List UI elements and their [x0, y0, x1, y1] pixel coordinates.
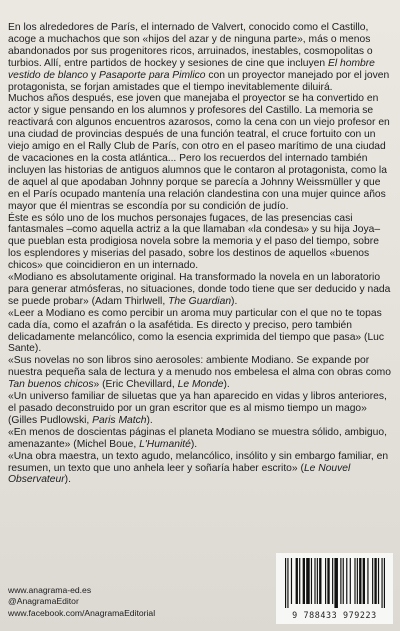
- barcode-bar: [363, 558, 365, 604]
- barcode-bar: [306, 558, 310, 604]
- text-segment: «Sus novelas no son libros sino aerosoles: ambiente Modiano. Se expande por nuestra pequeña sala de lectura y a menudo nos embelesa el alma con obras como: [8, 355, 391, 379]
- barcode-bar: [359, 558, 361, 604]
- blurb-paragraph: [8, 355, 394, 391]
- italic-title: Paris Match: [92, 414, 147, 426]
- publisher-facebook: www.facebook.com/AnagramaEditorial: [8, 607, 156, 618]
- italic-title: Tan buenos chicos: [8, 379, 94, 391]
- barcode-bar: [332, 558, 333, 604]
- text-segment: Éste es sólo uno de los muchos personajes fugaces, de las presencias casi fantasmales –como aquella actriz a la que llamaban «la condesa» y su hija Joya– que pueblan esta prodigiosa novela sobre la memoria y el paso del tiempo, sobre los esplendores y miserias del pasado, sobre los destinos de aquellos «buenos chicos» que coincidieron en un internado.: [8, 212, 381, 272]
- text-segment: ).: [64, 474, 71, 486]
- barcode-bar: [381, 558, 382, 608]
- publisher-links: [8, 585, 155, 619]
- barcode-bar: [314, 558, 315, 604]
- text-segment: ).: [231, 295, 238, 307]
- text-segment: ).: [223, 379, 230, 391]
- barcode-bar: [303, 558, 305, 604]
- text-segment: «Leer a Modiano es como percibir un aroma muy particular con el que no te topas cada día, como el azafrán o la asafétida. Es directo y preciso, pero también delicadamente melancólico, como la esencia exprimida del tiempo que pasa» (Luc Sante).: [8, 307, 385, 355]
- barcode-bars: [285, 558, 385, 608]
- barcode-bar: [327, 558, 329, 604]
- text-segment: En los alrededores de París, el internado de Valvert, conocido como el Castillo, acoge a muchachos que son «hijos del azar y de ninguna parte», más o menos abandonados por sus progenitores ricos, arruinados, inestables, cosmopolitas o turbios. Allí, entre partidos de hockey y sesiones de cine que incluyen: [8, 22, 373, 69]
- text-segment: » (Eric Chevillard,: [93, 379, 178, 391]
- barcode-bar: [354, 558, 355, 604]
- publisher-twitter: @AnagramaEditor: [8, 596, 79, 607]
- italic-title: Le Monde: [177, 379, 224, 391]
- barcode-bar: [299, 558, 300, 604]
- barcode-bar: [287, 558, 288, 608]
- barcode-bar: [350, 558, 351, 604]
- italic-title: Pasaporte para Pimlico: [99, 69, 206, 81]
- italic-title: Le Nouvel Observateur: [8, 462, 351, 486]
- blurb-paragraph: [8, 213, 394, 273]
- blurb-paragraph: [8, 272, 394, 308]
- text-segment: ).: [190, 438, 198, 450]
- barcode-bar: [346, 558, 347, 604]
- text-segment: «En menos de doscientas páginas el planeta Modiano se muestra sólido, ambiguo, amenazante» (Michel Boue,: [8, 426, 387, 450]
- text-segment: ).: [146, 414, 153, 426]
- barcode-bar: [384, 558, 385, 608]
- barcode-bar: [374, 558, 376, 604]
- barcode-bar: [319, 558, 321, 604]
- back-cover-blurb: [8, 22, 394, 486]
- barcode-bar: [317, 558, 318, 604]
- blurb-paragraph: [8, 427, 394, 451]
- barcode-bar: [285, 558, 286, 608]
- blurb-paragraph: [8, 93, 394, 212]
- blurb-paragraph: [8, 22, 394, 93]
- blurb-paragraph: [8, 451, 394, 487]
- text-segment: «Un universo familiar de siluetas que ya han aparecido en vidas y libros anteriores, el pasado deconstruido por un gran escritor que es al mismo tiempo un mago» (Gilles Pudlowski,: [8, 391, 387, 426]
- barcode-bar: [357, 558, 358, 604]
- text-segment: y: [88, 69, 100, 81]
- barcode-bar: [367, 558, 368, 604]
- barcode-bar: [378, 558, 379, 604]
- italic-title: El hombre vestido de blanco: [8, 57, 375, 81]
- isbn-number: 9 788433 979223: [292, 610, 377, 620]
- text-segment: «Modiano es absolutamente original. Ha transformado la novela en un laboratorio para generar atmósferas, no situaciones, donde todo tiene que ser deducido y nada se puede probar» (Adam Thirlwell,: [8, 272, 391, 307]
- barcode-bar: [334, 558, 338, 608]
- text-segment: con un proyector manejado por el joven protagonista, se forjan amistades que el tiempo inevitablemente diluirá.: [8, 69, 390, 93]
- publisher-website: www.anagrama-ed.es: [8, 585, 92, 595]
- barcode-bar: [325, 558, 326, 604]
- text-segment: Muchos años después, ese joven que manejaba el proyector se ha convertido en actor y sigue pensando en los alumnos y profesores del Castillo. La memoria se reactivará con algunos encuentros azarosos, como la cena con un viejo profesor en una ciudad de provincias después de una función teatral, el cruce fortuito con un viejo amigo en el Rally Club de París, con otro en el paseo marítimo de una ciudad de vacaciones en la costa atlántica... Pero los recuerdos del internado también incluyen las historias de antiguos alumnos que le contaron al protagonista, como la de aquel al que apodaban Johnny porque se parecía a Johnny Weissmüller y que en el París ocupado mantenía una relación clandestina con una mujer quince años mayor que él mientras se escondía por su condición de judío.: [8, 93, 390, 212]
- italic-title: The Guardian: [168, 295, 232, 307]
- barcode-bar: [340, 558, 341, 604]
- barcode-bar: [311, 558, 312, 604]
- blurb-paragraph: [8, 391, 394, 427]
- barcode-bar: [296, 558, 298, 604]
- barcode-bar: [372, 558, 373, 604]
- italic-title: L'Humanité: [139, 438, 191, 450]
- barcode-bar: [291, 558, 292, 604]
- text-segment: «Una obra maestra, un texto agudo, melancólico, insólito y sin embargo familiar, en resumen, un texto que uno anhela leer y soñaría haber escrito» (: [8, 450, 389, 474]
- barcode-bar: [343, 558, 344, 604]
- blurb-paragraph: [8, 308, 394, 356]
- isbn-barcode: [276, 553, 393, 624]
